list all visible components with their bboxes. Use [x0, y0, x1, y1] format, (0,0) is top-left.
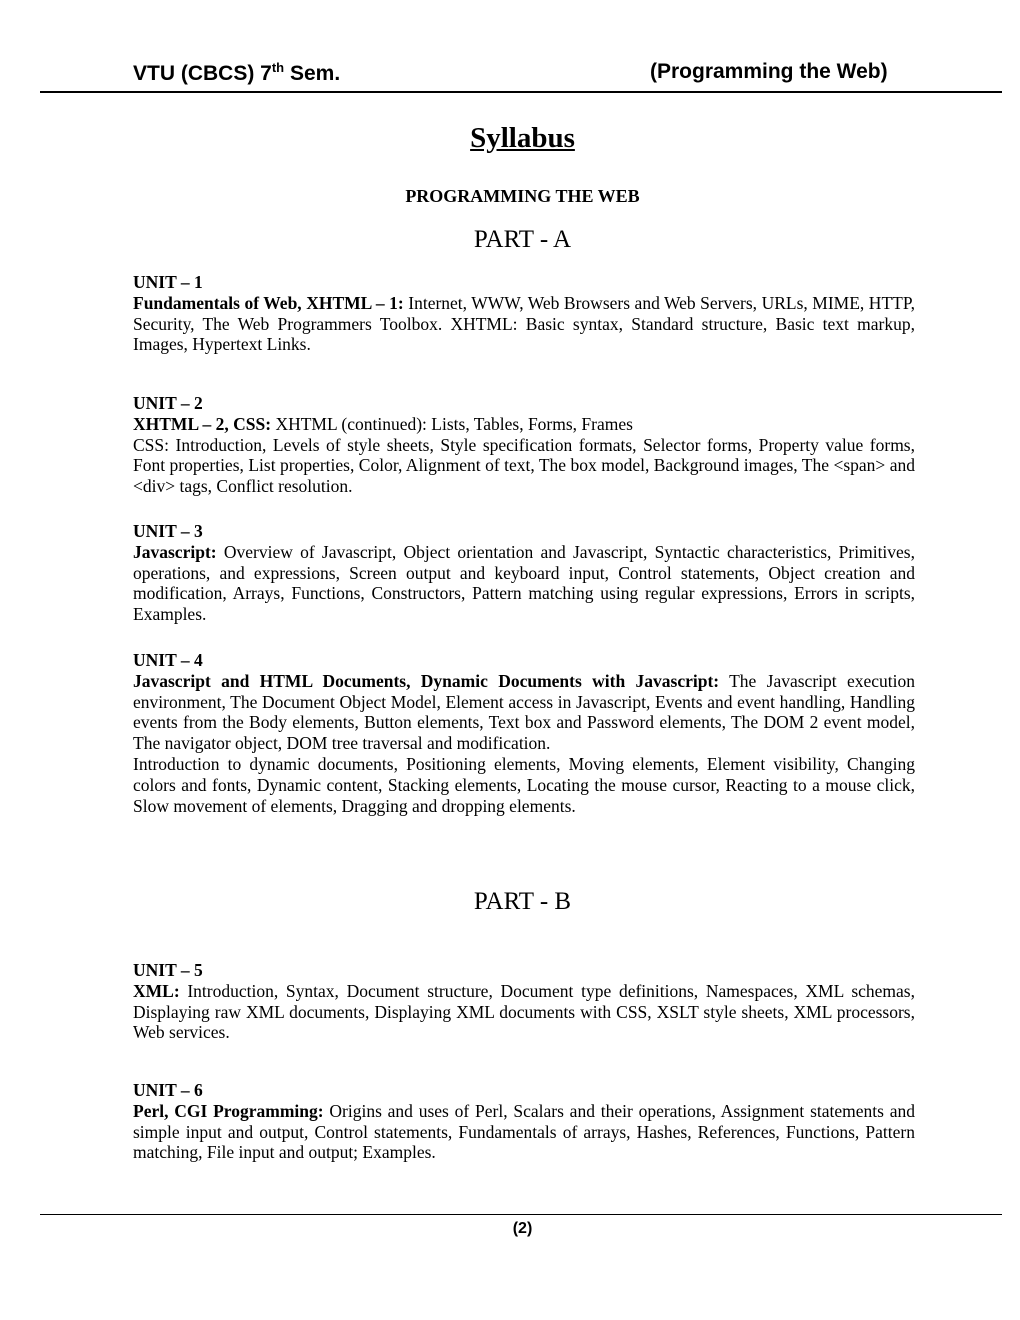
unit-paragraph — [133, 981, 915, 1043]
unit-topic-text: Introduction, Syntax, Document structure, Document type definitions, Namespaces, XML schemas, Displaying raw XML documents, Displaying XML documents with CSS, XSLT style sheets, XML processors, Web services. — [133, 980, 915, 1043]
subject-title: PROGRAMMING THE WEB — [405, 186, 640, 206]
unit-paragraph — [133, 1101, 915, 1163]
unit-topic-title: Javascript: — [133, 541, 217, 562]
unit-section — [133, 650, 915, 816]
unit-heading: UNIT – 6 — [133, 1080, 203, 1100]
header-course-text: VTU (CBCS) 7 — [133, 62, 272, 85]
unit-section — [133, 272, 915, 355]
unit-heading: UNIT – 4 — [133, 650, 203, 670]
unit-heading: UNIT – 5 — [133, 960, 203, 980]
unit-section — [133, 960, 915, 1043]
header-subject: (Programming the Web) — [650, 60, 888, 83]
unit-heading: UNIT – 3 — [133, 521, 203, 541]
unit-topic-title: Fundamentals of Web, XHTML – 1: — [133, 292, 404, 313]
header-rule — [40, 91, 1002, 93]
unit-section — [133, 1080, 915, 1163]
unit-paragraph — [133, 293, 915, 355]
unit-heading: UNIT – 2 — [133, 393, 203, 413]
unit-paragraph — [133, 435, 915, 497]
unit-topic-text: Overview of Javascript, Object orientation and Javascript, Syntactic characteristics, Primitives, operations, and expressions, Screen output and keyboard input, Control statements, Object creation and modification, Arrays, Functions, Constructors, Pattern matching using regular expressions, Errors in scripts, Examples. — [133, 541, 915, 625]
unit-topic-title: XML: — [133, 980, 180, 1001]
unit-topic-text: Internet, WWW, Web Browsers and Web Servers, URLs, MIME, HTTP, Security, The Web Programmers Toolbox. XHTML: Basic syntax, Standard structure, Basic text markup, Images, Hypertext Links. — [133, 292, 915, 355]
unit-topic-text: XHTML (continued): Lists, Tables, Forms, Frames — [271, 413, 633, 434]
footer-rule — [40, 1214, 1002, 1215]
unit-topic-title: XHTML – 2, CSS: — [133, 413, 272, 434]
header-course-end: Sem. — [284, 62, 341, 85]
unit-paragraph — [133, 414, 915, 435]
unit-topic-text: CSS: Introduction, Levels of style sheets, Style specification formats, Selector forms, Property value forms, Font properties, List properties, Color, Alignment of text, The box model, Background images, The <span> and <div> tags, Conflict resolution. — [133, 434, 915, 497]
page-title: Syllabus — [470, 122, 575, 154]
header-course-sup: th — [271, 60, 285, 75]
header-course — [133, 60, 340, 86]
page-number: (2) — [512, 1220, 533, 1237]
unit-topic-title: Javascript and HTML Documents, Dynamic Documents with Javascript: — [133, 670, 720, 691]
unit-paragraph — [133, 671, 915, 754]
unit-heading: UNIT – 1 — [133, 272, 203, 292]
unit-section — [133, 521, 915, 625]
unit-section — [133, 393, 915, 497]
unit-topic-text: Introduction to dynamic documents, Positioning elements, Moving elements, Element visibility, Changing colors and fonts, Dynamic content, Stacking elements, Locating the mouse cursor, Reacting to a mouse click, Slow movement of elements, Dragging and dropping elements. — [133, 753, 915, 816]
part-b-heading: PART - B — [473, 888, 572, 915]
unit-topic-title: Perl, CGI Programming: — [133, 1100, 324, 1121]
unit-paragraph — [133, 542, 915, 625]
unit-paragraph — [133, 754, 915, 816]
part-a-heading: PART - A — [473, 226, 572, 253]
unit-topic-text: Origins and uses of Perl, Scalars and their operations, Assignment statements and simple input and output, Control statements, Fundamentals of arrays, Hashes, References, Functions, Pattern matching, File input and output; Examples. — [133, 1100, 915, 1163]
unit-topic-text: The Javascript execution environment, The Document Object Model, Element access in Javascript, Events and event handling, Handling events from the Body elements, Button elements, Text box and Password elements, The DOM 2 event model, The navigator object, DOM tree traversal and modification. — [133, 670, 915, 754]
